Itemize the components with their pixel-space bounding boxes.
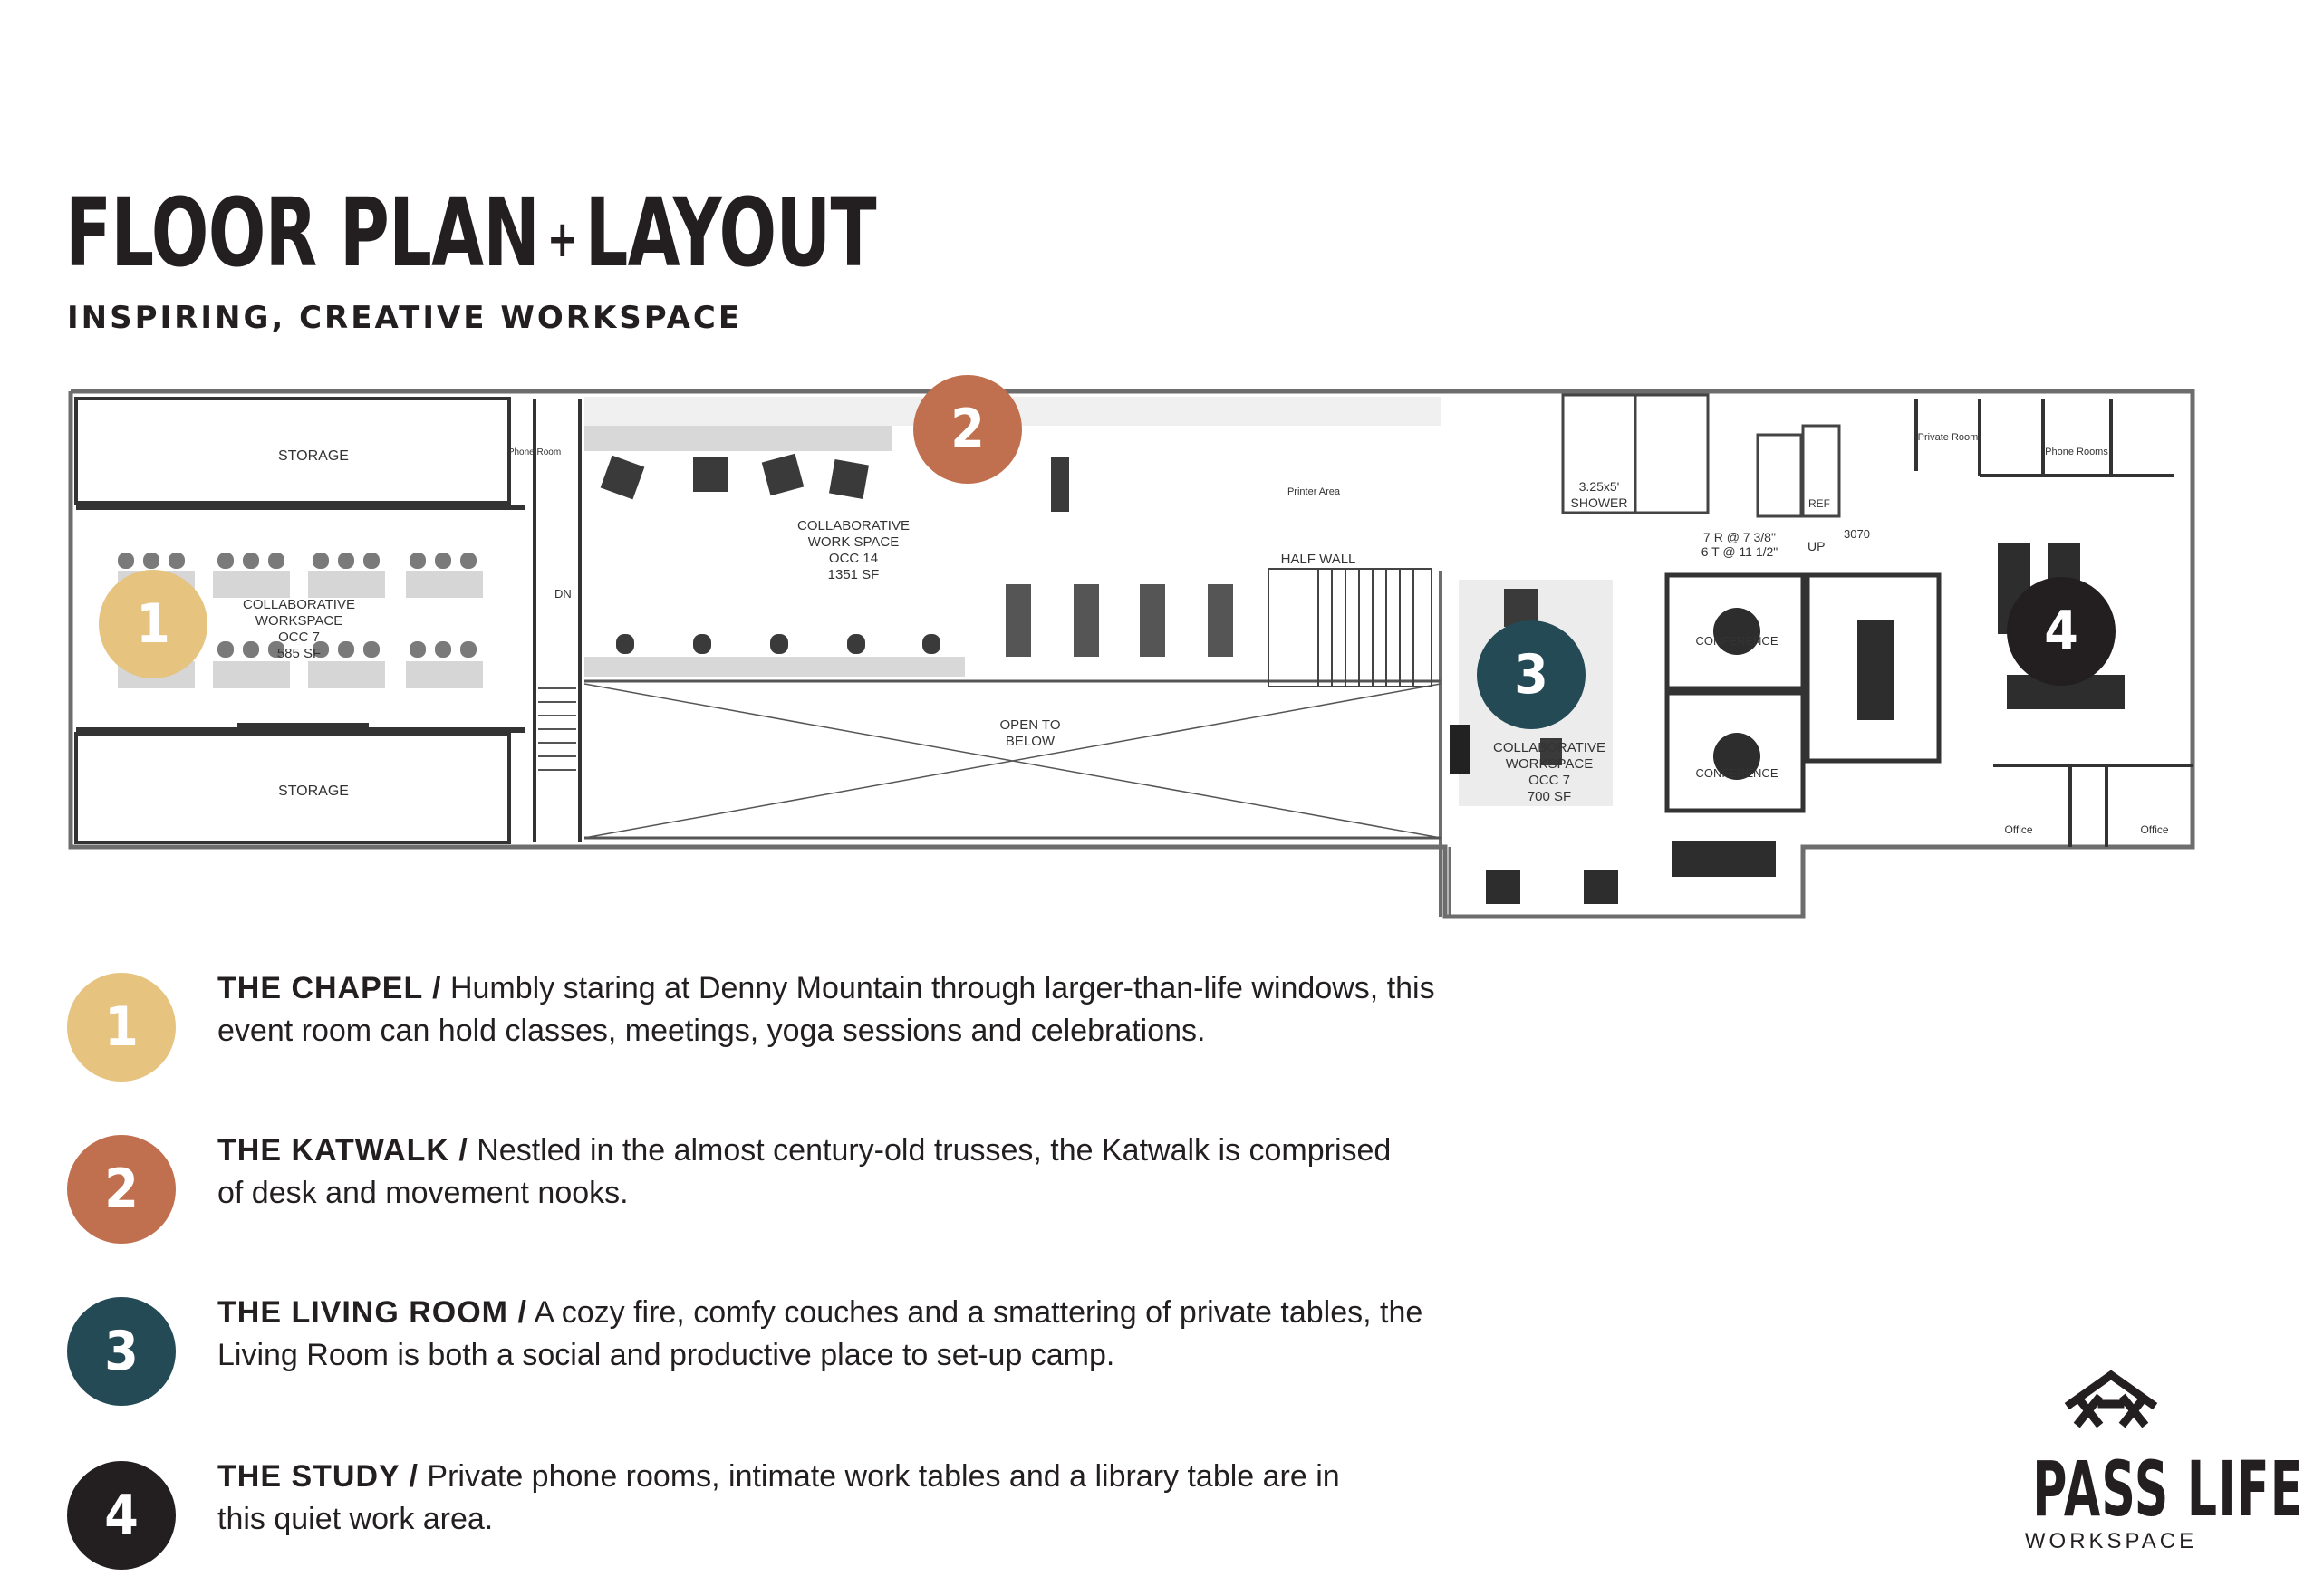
office-a-label: Office (2004, 823, 2033, 836)
open-below-line1: OPEN TO (999, 717, 1061, 733)
plan-marker-1: 1 (99, 570, 207, 678)
logo-name: PASS LIFE (2032, 1445, 2304, 1534)
legend-name-katwalk: THE KATWALK / (217, 1133, 468, 1168)
stair-text-2: 6 T @ 11 1/2" (1701, 544, 1779, 559)
collab3-line3: OCC 7 (1528, 773, 1570, 788)
door-3070-label: 3070 (1844, 527, 1870, 541)
stair-text-1: 7 R @ 7 3/8" (1703, 530, 1776, 544)
legend-name-study: THE STUDY / (217, 1459, 419, 1494)
legend-marker-2: 2 (67, 1135, 176, 1244)
collab1-line1: COLLABORATIVE (243, 597, 355, 612)
conference-top-label: CONFERENCE (1695, 634, 1779, 648)
collab2-line2: WORK SPACE (807, 534, 900, 550)
open-below-line2: BELOW (1005, 734, 1056, 749)
legend-desc-living-room: A cozy fire, comfy couches and a smattering of private tables, the Living Room is both a social and productive place to set-up camp. (217, 1295, 1423, 1372)
collab1-line2: WORKSPACE (255, 613, 343, 629)
collab2-line4: 1351 SF (827, 567, 880, 582)
title-layout: LAYOUT (584, 178, 876, 288)
page-subtitle: INSPIRING, CREATIVE WORKSPACE (67, 300, 743, 336)
plan-marker-3: 3 (1477, 620, 1586, 729)
private-room-label: Private Room (1917, 432, 1979, 443)
office-b-label: Office (2140, 823, 2169, 836)
legend-name-living-room: THE LIVING ROOM / (217, 1295, 527, 1330)
pass-life-logo (1984, 1368, 2304, 1554)
title-plus: + (546, 209, 577, 269)
legend-text-katwalk (217, 1130, 1395, 1215)
phone-room-label: Phone Room (507, 447, 562, 457)
collab2-line1: COLLABORATIVE (797, 518, 910, 534)
phone-rooms-label: Phone Rooms (2045, 447, 2108, 457)
logo-tagline: WORKSPACE (2024, 1529, 2198, 1553)
up-label: UP (1808, 539, 1826, 553)
legend-name-chapel: THE CHAPEL / (217, 971, 442, 1005)
collab3-line1: COLLABORATIVE (1493, 740, 1605, 755)
title-floor-plan: FLOOR PLAN (65, 178, 540, 288)
storage-bottom-label: STORAGE (278, 784, 349, 799)
legend-desc-study: Private phone rooms, intimate work tables and a library table are in this quiet work area. (217, 1459, 1340, 1536)
plan-marker-2: 2 (913, 375, 1022, 484)
storage-top-label: STORAGE (278, 448, 349, 464)
legend-text-living-room (217, 1292, 1486, 1377)
shower-a-line1: 3.25x5' (1578, 479, 1620, 494)
collab2-line3: OCC 14 (828, 551, 879, 566)
collab1-line3: OCC 7 (278, 630, 320, 645)
collab3-line2: WORKSPACE (1505, 756, 1594, 772)
legend-desc-chapel: Humbly staring at Denny Mountain through larger-than-life windows, this event room can hold classes, meetings, yoga sessions and celebrations. (217, 971, 1435, 1048)
stair-center (1268, 569, 1432, 687)
dn-label: DN (554, 587, 572, 601)
legend-text-study (217, 1456, 1350, 1541)
ref-label: REF (1808, 497, 1830, 510)
collab1-line4: 585 SF (276, 646, 322, 661)
logo-mountain-icon (2061, 1368, 2161, 1431)
legend-marker-4: 4 (67, 1461, 176, 1570)
legend-marker-1: 1 (67, 973, 176, 1082)
conference-bottom-label: CONFERENCE (1695, 766, 1779, 780)
katwalk-desks (601, 454, 1233, 657)
stair-left (538, 688, 576, 770)
shower-a-line2: SHOWER (1570, 495, 1628, 510)
plan-marker-4: 4 (2007, 577, 2116, 686)
collab3-line4: 700 SF (1527, 789, 1572, 804)
legend-desc-katwalk: Nestled in the almost century-old trusses, the Katwalk is comprised of desk and movement nooks. (217, 1133, 1392, 1210)
legend-text-chapel (217, 967, 1486, 1053)
printer-area-label: Printer Area (1287, 486, 1341, 497)
half-wall-label: HALF WALL (1280, 552, 1356, 567)
legend-marker-3: 3 (67, 1297, 176, 1406)
